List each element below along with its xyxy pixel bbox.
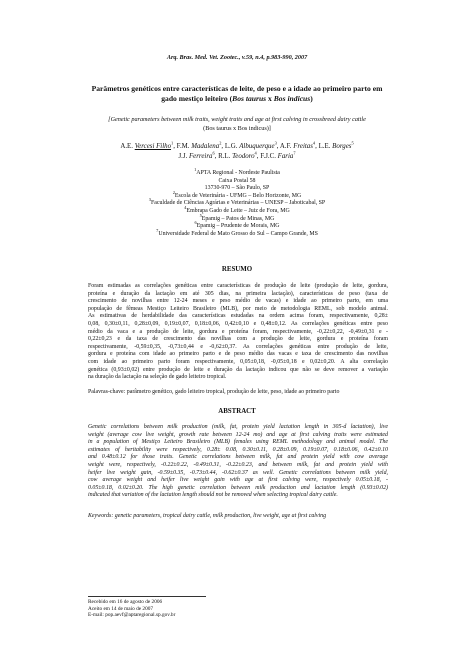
resumo-line: com idade ao primeiro parto foram respectivamente, 0,05±0,18, -0,05±0,18 e 0,02±0,20. A alta correlação — [88, 358, 388, 365]
resumo-line: Foram estimadas as correlações genéticas entre características de produção de leite (produção de leite, gordura, — [88, 283, 388, 289]
abstract-keywords-text: Keywords: genetic parameters, tropical dairy cattle, milk production, live weight, age at first calving — [88, 513, 327, 519]
author-list — [0, 142, 474, 162]
resumo-line: genética (0,93±0,02) entre produção de leite e duração da lactação indicou que não se deve remover a variação — [88, 366, 388, 373]
abstract-line: in a population of Mestiço Leiteiro Brasileiro (MLB) females using REML methodology and animal model. The — [88, 439, 388, 446]
english-title-line-1: [Genetic parameters between milk traits, weight traits and age at first calving in crossbreed dairy cattle — [108, 116, 366, 123]
received-date: Recebido em 16 de agosto de 2006 — [88, 599, 163, 605]
resumo-line: proteína e duração da lactação em até 305 dias, na primeira lactação), características de peso (taxa de — [88, 290, 388, 297]
abstract-body — [88, 424, 388, 500]
title-line-1: Parâmetros genéticos entre características de leite, de peso e a idade ao primeiro parto em — [91, 84, 383, 93]
resumo-keywords-text: Palavras-chave: parâmetro genético, gado leiteiro tropical, produção de leite, peso, idade ao primeiro parto — [88, 389, 340, 395]
footnotes — [88, 599, 175, 619]
resumo-line: As estimativas de herdabilidade das características estudadas na ordem acima foram, respectivamente, 0,28± — [88, 313, 388, 320]
english-title — [0, 116, 474, 133]
resumo-line: gordura e proteína com idade ao primeiro parto e de peso médio das vacas e taxa de crescimento das novilhas — [88, 351, 388, 358]
abstract-line: weight (average cow live weight, growth rate between 12-24 mo) and age at first calving traits were estimated — [88, 431, 388, 438]
footnote-divider — [88, 596, 206, 597]
resumo-line: na duração da lactação na seleção de gado leiteiro tropical. — [88, 374, 227, 381]
affiliation: Caixa Postal 58 — [218, 177, 256, 184]
journal-citation: Arq. Bras. Med. Vet. Zootec., v.59, n.4, p.983-990, 2007 — [166, 54, 308, 61]
affiliation: $^3$Faculdade de Ciências Agrárias e Veterinárias – UNESP – Jaboticabal, SP — [148, 197, 326, 207]
resumo-line: crescimento de novilhas entre 12-24 meses e peso médio de vacas) e idade ao primeiro parto, em uma — [88, 298, 388, 305]
resumo-heading: RESUMO — [221, 266, 253, 273]
abstract-line: indicated that variation of the lactation length should not be removed when selecting tropical dairy cattle. — [88, 492, 338, 499]
abstract-line: heifer live weight gain, -0.59±0.35, -0.73±0.44, -0.62±0.37 as well. Genetic correlations between milk yield, — [88, 469, 388, 476]
resumo-line: 0,08, 0,30±0,11, 0,28±0,09, 0,19±0,07, 0,18±0,06, 0,42±0,10 e 0,48±0,12. As correlações genéticas entre peso — [88, 320, 388, 327]
abstract-line: Genetic correlations between milk production (milk, fat, protein yield lactation length in 305-d lactation), live — [88, 424, 388, 430]
accepted-date: Aceito em 14 de maio de 2007 — [88, 605, 154, 612]
resumo-keywords — [88, 389, 388, 397]
resumo-line: 0,22±0,23 e da taxa de crescimento das novilhas com a produção de leite, gordura e proteína foram — [88, 336, 388, 343]
affiliation: $^7$Universidade Federal de Mato Grosso do Sul – Campo Grande, MS — [156, 227, 318, 237]
abstract-line: 0.05±0.18, 0.02±0.20. The high genetic correlation between milk production and lactation length (0.93±0.02) — [88, 484, 388, 491]
email-address: E-mail: pop.aevf@aptaregional.sp.gov.br — [88, 612, 176, 619]
abstract-line: estimates of heritability were respectively, 0.28± 0.08, 0.30±0.11, 0.28±0.09, 0.19±0.07, 0.18±0.06, 0.42±0.10 — [88, 446, 388, 453]
abstract-heading: ABSTRACT — [218, 408, 256, 415]
affiliation: 13730-970 – São Paulo, SP — [204, 185, 270, 192]
abstract-line: and 0.48±0.12 for those traits. Genetic correlations between milk, fat and protein yield with cow average — [88, 454, 388, 461]
resumo-line: médio da vaca e a produção de leite, gordura e proteína foram, respectivamente, -0,22±0,22, -0,49±0,31 e - — [88, 328, 388, 335]
resumo-line: população de fêmeas Mestiço Leiteiro Brasileiro (MLB), por meio de metodologia REML, sob modelo animal. — [88, 305, 388, 312]
author-line-2: J.J. Ferreira$^6$, R.L. Teodoro$^4$, F.J.C. Faria$^7$ — [178, 150, 296, 160]
resumo-line: respectivamente, -0,59±0,35, -0,73±0,44 e -0,62±0,37. As correlações genéticas entre produção de leite, — [88, 343, 388, 350]
resumo-body — [88, 283, 388, 382]
affiliation: $^5$Epamig – Patos de Minas, MG — [199, 212, 275, 222]
affiliation: $^6$Epamig – Prudente de Morais, MG — [194, 220, 280, 230]
abstract-keywords — [88, 513, 388, 521]
affiliation: $^2$Escola de Veterinária - UFMG – Belo Horizonte, MG — [172, 189, 302, 199]
affiliation: $^4$Embrapa Gado de Leite – Juiz de Fora, MG — [184, 205, 290, 214]
paper-title — [0, 84, 474, 104]
affiliation: $^1$APTA Regional - Nordeste Paulista — [194, 167, 280, 176]
abstract-line: cow average weight and heifer live weight gain with age at first calving were, respectively 0.05±0.18, - — [88, 477, 388, 484]
affiliations — [0, 167, 474, 238]
english-title-line-2: (Bos taurus x Bos indicus)] — [203, 124, 271, 132]
author-line-1: A.E. Vercesi Filho$^1$, F.M. Madalena$^2$, L.G. Albuquerque$^3$, A.F. Freitas$^4$, L.E. Borges$^5$ — [120, 140, 354, 150]
title-line-2: gado mestiço leiteiro (Bos taurus x Bos indicus) — [161, 94, 313, 103]
abstract-line: weight were, respectively, -0.22±0.22, -0.49±0.31, -0.22±0.23, and between milk, fat and protein yield with — [88, 461, 388, 468]
